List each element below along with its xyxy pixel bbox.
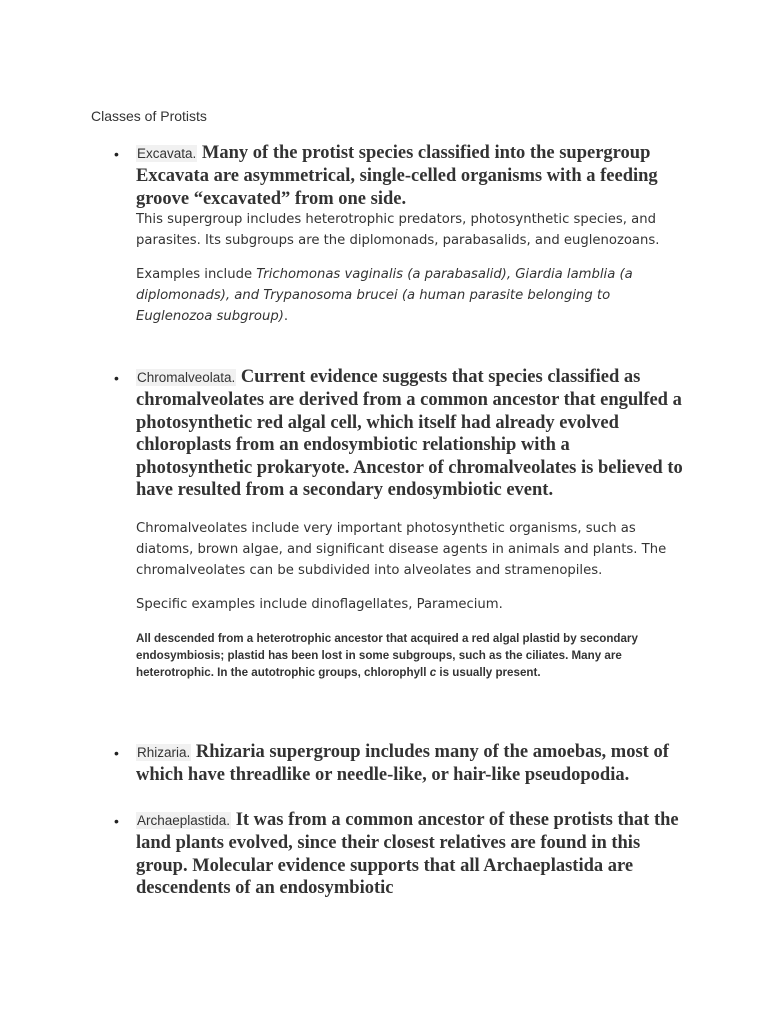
excavata-examples [136,265,684,327]
chromalveolata-lead-text: Current evidence suggests that species classified as chromalveolates are derived from a common ancestor that engulfed a photosynthetic red algal cell, which itself had already evolved chloroplasts from an endosymbiotic relationship with a photosynthetic prokaryote. Ancestor of chromalveolates is believed to have resulted from a secondary endosymbiotic event. [136,367,683,501]
excavata-label: Excavata. [137,146,197,161]
list-item-archaeplastida [114,809,684,900]
excavata-lead-text: Many of the protist species classified into the supergroup Excavata are asymmetrical, single-celled organisms with a feeding groove “excavated” from one side. [136,143,658,209]
chromalveolata-label: Chromalveolata. [137,370,236,385]
archaeplastida-label: Archaeplastida. [137,813,231,828]
note-before: All descended from a heterotrophic ancestor that acquired a red algal plastid by secondary endosymbiosis; plastid has been lost in some subgroups, such as the ciliates. Many are heterotrophic. In the autotrophic groups, chlorophyll [136,631,638,679]
page-title: Classes of Protists [91,108,207,124]
list-item-excavata [114,142,684,327]
bullet: • [114,370,119,386]
examples-suffix: . [283,308,289,324]
bullet: • [114,146,119,162]
list-item-chromalveolata [114,366,684,681]
archaeplastida-lead-text: It was from a common ancestor of these protists that the land plants evolved, since their closest relatives are found in this group. Molecular evidence supports that all Archaeplastida are descendents of an endosymbiotic [136,810,679,899]
excavata-description: This supergroup includes heterotrophic predators, photosynthetic species, and parasites. Its subgroups are the diplomonads, parabasalids, and euglenozoans. [136,212,660,248]
rhizaria-lead-text: Rhizaria supergroup includes many of the amoebas, most of which have threadlike or needle-like, or hair-like pseudopodia. [136,742,669,786]
bullet: • [114,745,119,761]
examples-italic: Trichomonas vaginalis (a parabasalid), Giardia lamblia (a diplomonads), and Trypanosoma brucei (a human parasite belonging to Euglenozoa subgroup) [136,267,633,324]
excavata-lead [136,142,684,210]
chromalveolata-specific: Specific examples include dinoflagellates, Paramecium. [136,597,503,613]
list-item-rhizaria [114,741,684,787]
bullet: • [114,813,119,829]
rhizaria-label: Rhizaria. [137,745,191,760]
examples-prefix: Examples include [136,267,257,283]
chromalveolata-description: Chromalveolates include very important photosynthetic organisms, such as diatoms, brown algae, and significant disease agents in animals and plants. The chromalveolates can be subdivided into alveolates and stramenopiles. [136,521,667,578]
rhizaria-lead [136,741,684,787]
chromalveolata-lead [136,366,684,501]
chromalveolata-note [136,630,684,681]
archaeplastida-lead [136,809,684,900]
note-italic: c [429,665,437,679]
note-after: is usually present. [436,665,541,679]
